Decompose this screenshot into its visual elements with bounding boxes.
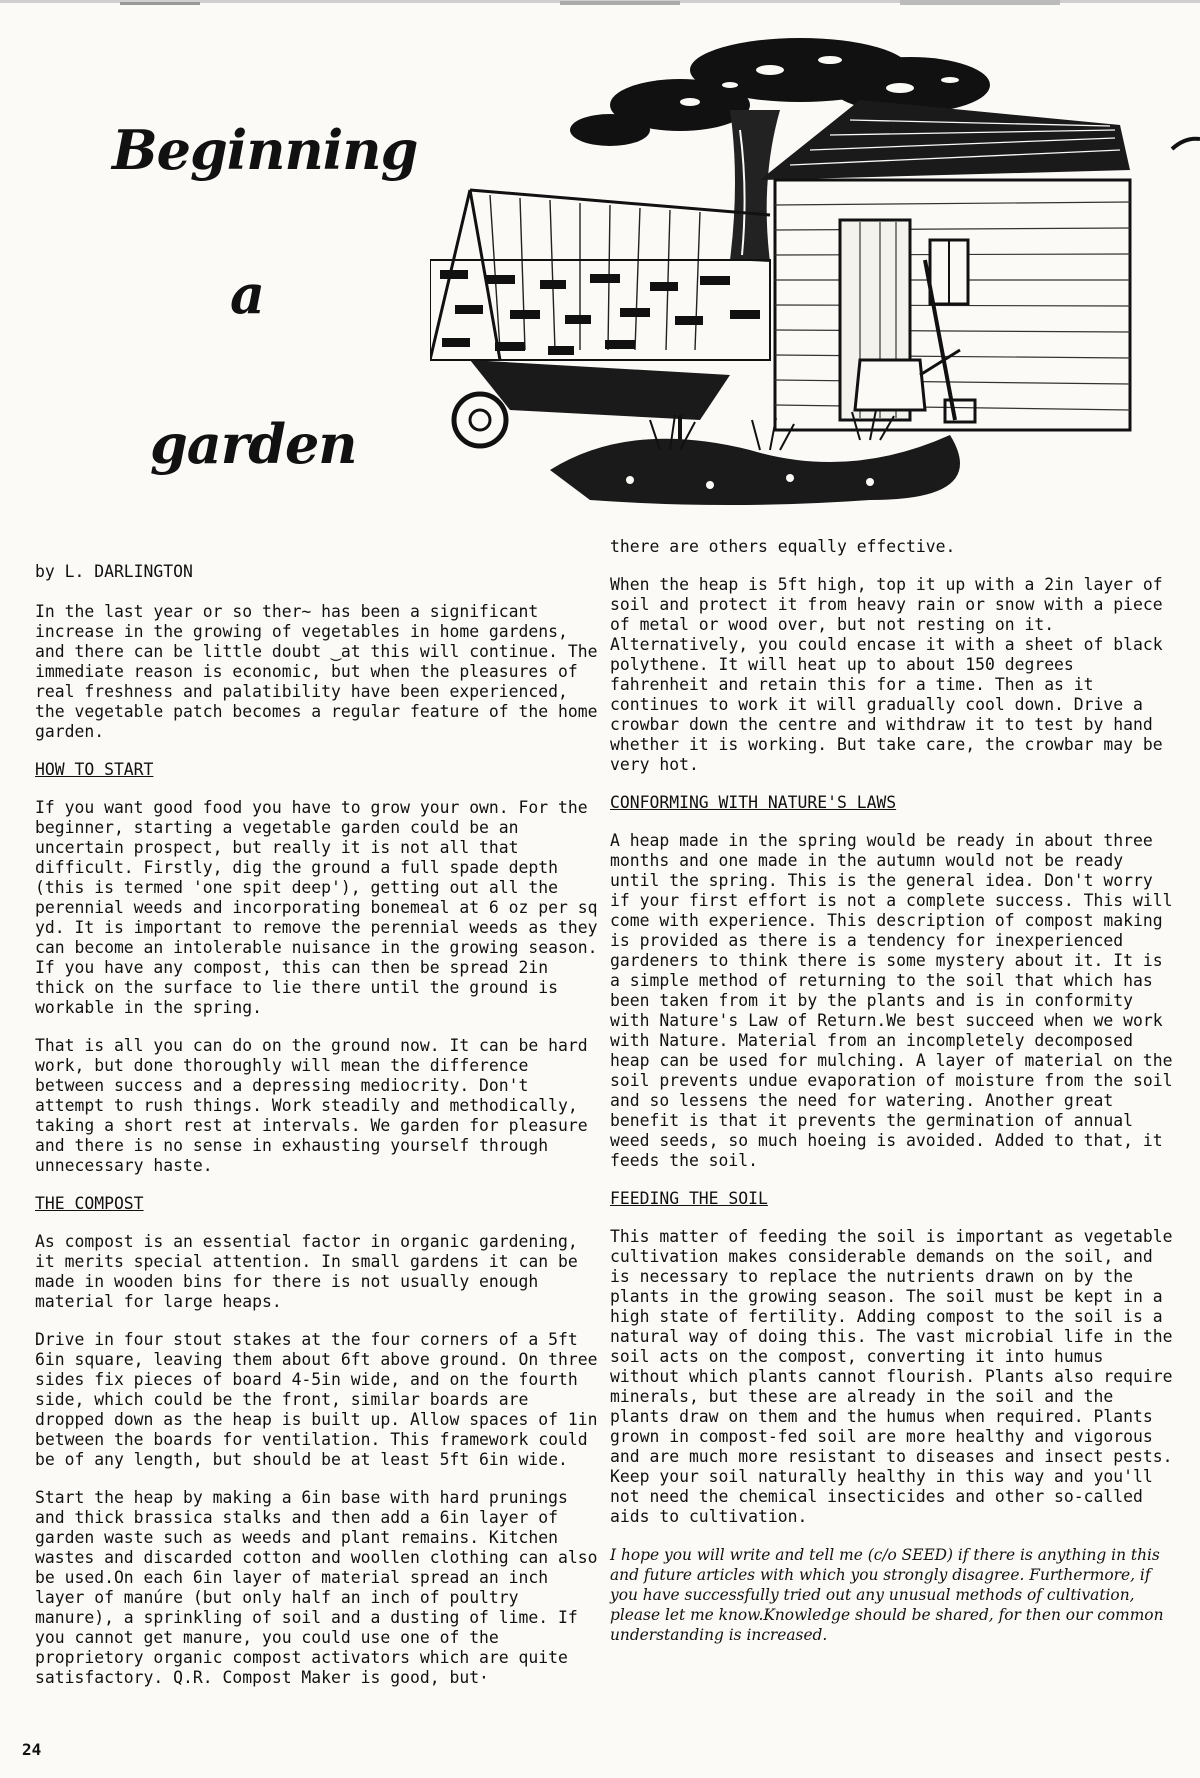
right-column <box>610 537 1175 1663</box>
left-column <box>35 562 600 1706</box>
intro-paragraph: In the last year or so ther~ has been a significant increase in the growing of vegetables in home gardens, and there can be little doubt ‿at this will continue. The immediate reason is economic, but when the pleasures of real freshness and palatibility have been experienced, the vegetable patch becomes a regular feature of the home garden. <box>35 602 598 741</box>
compost-paragraph-1: As compost is an essential factor in organic gardening, it merits special attention. In small gardens it can be made in wooden bins for there is not usually enough material for large heaps. <box>35 1232 578 1311</box>
compost-paragraph-2: Drive in four stout stakes at the four corners of a 5ft 6in square, leaving them about 6ft above ground. On three sides fix pieces of board 4-5in wide, and on the fourth side, which could be the front, similar boards are dropped down as the heap is built up. Allow spaces of 1in between the boards for ventilation. This framework could be of any length, but should be at least 5ft 6in wide. <box>35 1330 598 1469</box>
title-word-a: a <box>230 262 264 326</box>
start-paragraph-2: That is all you can do on the ground now. It can be hard work, but done thoroughly will mean the difference between success and a depressing mediocrity. Don't attempt to rush things. Work steadily and methodically, taking a short rest at intervals. We garden for pleasure and there is no sense in exhausting yourself through unnecessary haste. <box>35 1036 588 1175</box>
heading-how-to-start: HOW TO START <box>35 760 154 779</box>
heading-the-compost: THE COMPOST <box>35 1194 144 1213</box>
feeding-paragraph: This matter of feeding the soil is important as vegetable cultivation makes considerable demands on the soil, and is necessary to replace the nutrients drawn on by the plants in the growing season. The soil must be kept in a high state of fertility. Adding compost to the soil is a natural way of doing this. The vast microbial life in the soil acts on the compost, converting it into humus without which plants cannot flourish. Plants also require minerals, but these are already in the soil and the plants draw on them and the humus when required. Plants grown in compost-fed soil are more healthy and vigorous and are much more resistant to diseases and insect pests. Keep your soil naturally healthy in this way and you'll not need the chemical insecticides and other so-called aids to cultivation. <box>610 1227 1173 1526</box>
heading-natures-laws: CONFORMING WITH NATURE'S LAWS <box>610 793 897 812</box>
start-paragraph-1: If you want good food you have to grow your own. For the beginner, starting a vegetable garden could be an uncertain prospect, but really it is not all that difficult. Firstly, dig the ground a full spade depth (this is termed 'one spit deep'), getting out all the perennial weeds and incorporating bonemeal at 6 oz per sq yd. It is important to remove the perennial weeds as they can become an intolerable nuisance in the growing season. If you have any compost, this can then be spread 2in thick on the surface to lie there until the ground is workable in the spring. <box>35 798 598 1017</box>
heading-feeding-the-soil: FEEDING THE SOIL <box>610 1189 768 1208</box>
page-number: 24 <box>22 1740 42 1759</box>
title-word-beginning: Beginning <box>112 118 418 182</box>
byline: by L. DARLINGTON <box>35 562 193 581</box>
compost-paragraph-3: Start the heap by making a 6in base with hard prunings and thick brassica stalks and then add a 6in layer of garden waste such as weeds and plant remains. Kitchen wastes and discarded cotton and woollen clothing can also be used.On each 6in layer of material spread an inch layer of manúre (but only half an inch of poultry manure), a sprinkling of soil and a dusting of lime. If you cannot get manure, you could use one of the proprietory organic compost activators which are quite satisfactory. Q.R. Compost Maker is good, but· <box>35 1488 598 1687</box>
continued-line: there are others equally effective. <box>610 537 956 556</box>
garden-shed-illustration-icon <box>430 30 1150 540</box>
closing-note: I hope you will write and tell me (c/o SEED) if there is anything in this and future articles with which you strongly disagree. Furthermore, if you have successfully tried out any unusual methods of cultivation, please let me know.Knowledge should be shared, for then our common understanding is increased. <box>610 1546 1164 1644</box>
scan-mark-icon <box>1170 135 1200 151</box>
laws-paragraph: A heap made in the spring would be ready in about three months and one made in the autumn would not be ready until the spring. This is the general idea. Don't worry if your first effort is not a complete success. This will come with experience. This description of compost making is provided as there is a tendency for inexperienced gardeners to think there is some mystery about it. It is a simple method of returning to the soil that which has been taken from it by the plants and is in conformity with Nature's Law of Return.We best succeed when we work with Nature. Material from an incompletely decomposed heap can be used for mulching. A layer of material on the soil prevents undue evaporation of moisture from the soil and so lessens the need for watering. Another great benefit is that it prevents the germination of annual weed seeds, so much hoeing is avoided. Added to that, it feeds the soil. <box>610 831 1173 1170</box>
scan-noise-icon <box>0 0 1200 14</box>
heap-paragraph: When the heap is 5ft high, top it up with a 2in layer of soil and protect it from heavy rain or snow with a piece of metal or wood over, but not resting on it. Alternatively, you could encase it with a sheet of black polythene. It will heat up to about 150 degrees fahrenheit and retain this for a time. Then as it continues to work it will gradually cool down. Drive a crowbar down the centre and withdraw it to test by hand whether it is working. But take care, the crowbar may be very hot. <box>610 575 1163 774</box>
title-word-garden: garden <box>150 412 357 476</box>
